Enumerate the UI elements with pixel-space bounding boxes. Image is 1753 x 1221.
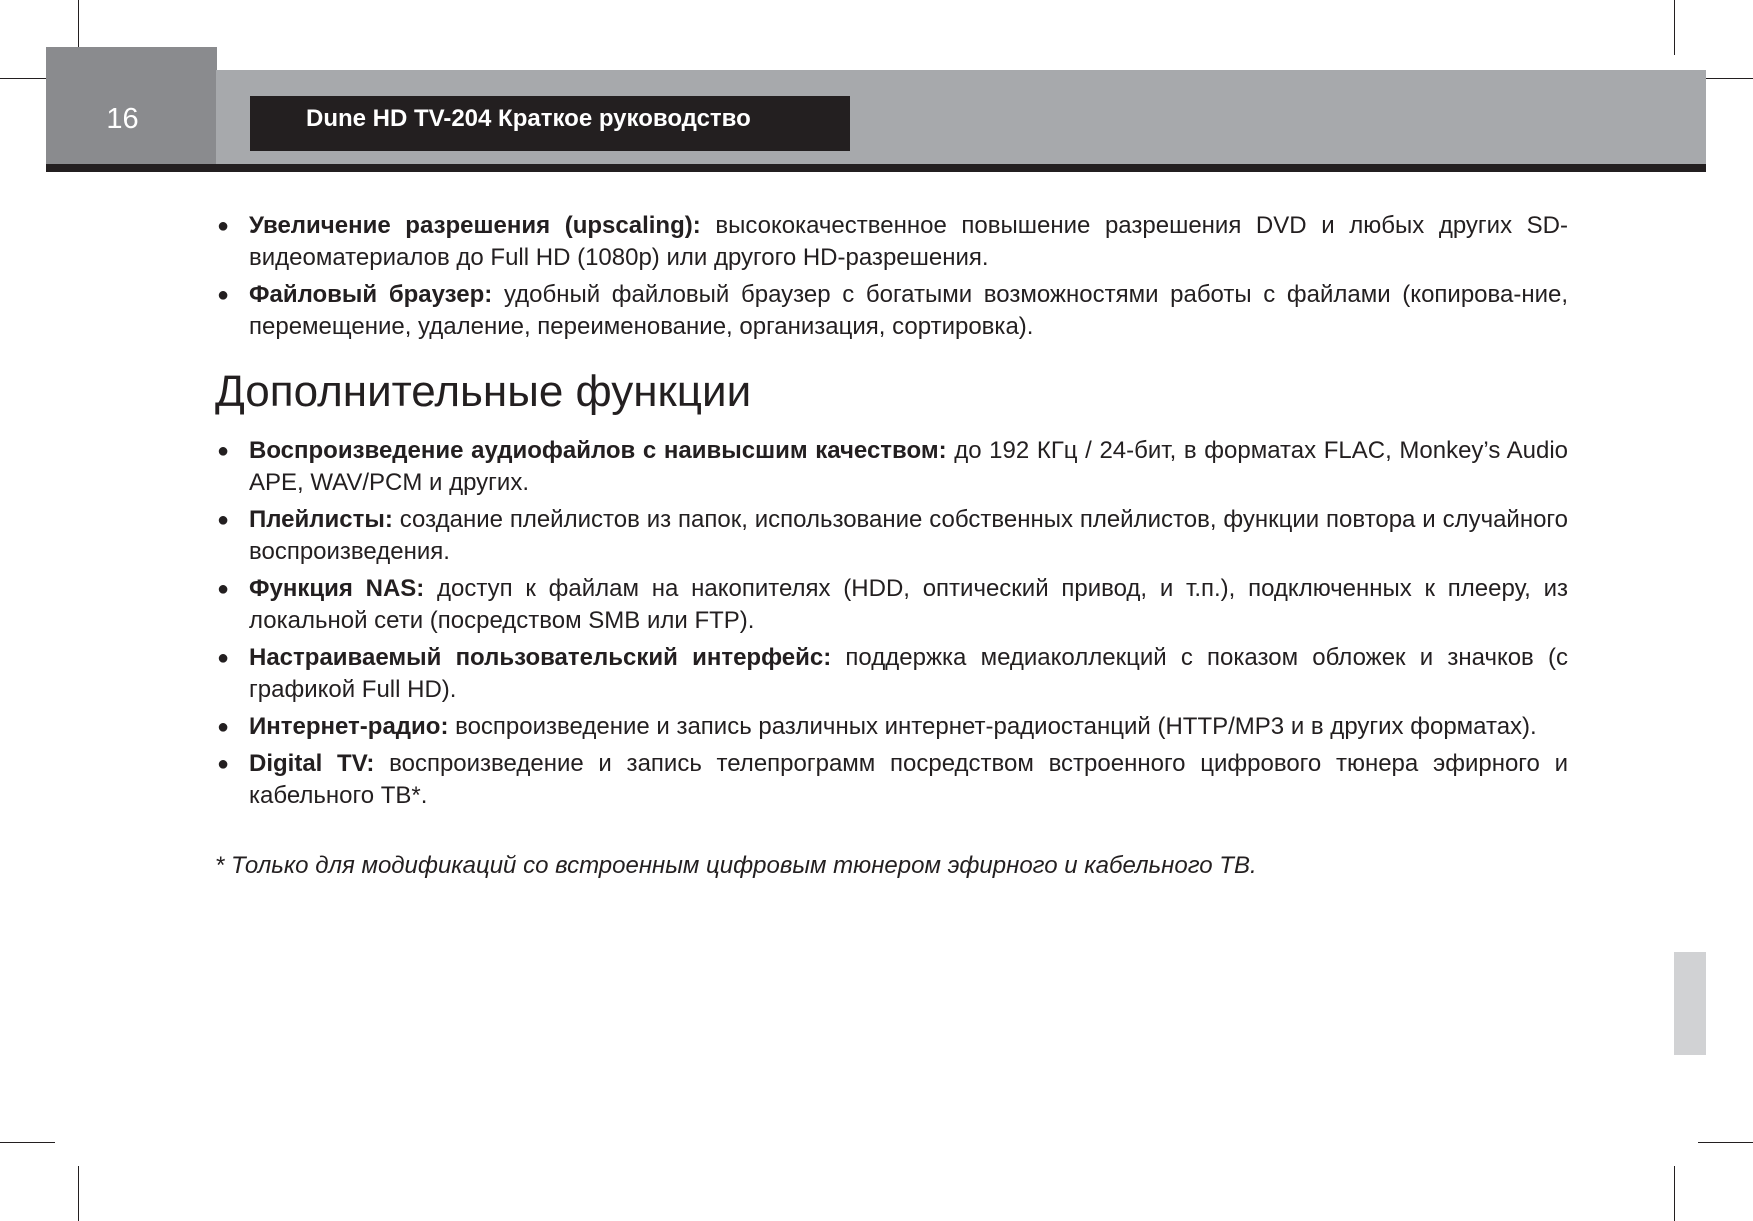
item-term: Увеличение разрешения (upscaling): xyxy=(249,212,701,239)
crop-mark xyxy=(1698,78,1753,79)
list-item xyxy=(215,573,1568,637)
bullet-icon: ● xyxy=(217,215,230,237)
crop-mark xyxy=(1698,1142,1753,1143)
item-term: Файловый браузер: xyxy=(249,281,493,308)
item-term: Воспроизведение аудиофайлов с наивысшим качеством: xyxy=(249,437,947,464)
list-item xyxy=(215,748,1568,812)
item-term: Настраиваемый пользовательский интерфейс: xyxy=(249,644,832,671)
list-item xyxy=(215,210,1568,274)
header-title: Dune HD TV-204 Краткое руководство xyxy=(250,96,850,151)
item-term: Функция NAS: xyxy=(249,575,425,602)
crop-mark xyxy=(78,1166,79,1221)
section-tab-marker xyxy=(1674,952,1706,1055)
list-item xyxy=(215,711,1568,743)
bullet-icon: ● xyxy=(217,753,230,775)
feature-list-additional xyxy=(215,435,1568,812)
bullet-icon: ● xyxy=(217,284,230,306)
list-item xyxy=(215,435,1568,499)
item-description: воспроизведение и запись телепрограмм посредством встроенного цифрового тюнера эфирного и кабельного ТВ*. xyxy=(249,750,1569,809)
page-content xyxy=(215,210,1568,880)
bullet-icon: ● xyxy=(217,440,230,462)
list-item xyxy=(215,279,1568,343)
item-description: до 192 КГц / 24-бит, в форматах FLAC, Monkey’s Audio APE, WAV/PCM и других. xyxy=(249,437,1568,496)
header-divider xyxy=(46,164,1706,172)
item-description: доступ к файлам на накопителях (HDD, оптический привод, и т.п.), подключенных к плееру, из локальной сети (посредством SMB или FTP). xyxy=(249,575,1568,634)
list-item xyxy=(215,642,1568,706)
item-description: поддержка медиаколлекций с показом обложек и значков (с графикой Full HD). xyxy=(249,644,1569,703)
item-description: удобный файловый браузер с богатыми возможностями работы с файлами (копирова-ние, перемещение, удаление, переименование, организация, сортировка). xyxy=(249,281,1569,340)
feature-list-top xyxy=(215,210,1568,343)
section-title: Дополнительные функции xyxy=(215,367,752,416)
crop-mark xyxy=(0,1142,55,1143)
crop-mark xyxy=(1674,1166,1675,1221)
item-description: создание плейлистов из папок, использование собственных плейлистов, функции повтора и случайного воспроизведения. xyxy=(249,506,1568,565)
bullet-icon: ● xyxy=(217,716,230,738)
item-term: Интернет-радио: xyxy=(249,713,449,740)
item-description: высококачественное повышение разрешения DVD и любых других SD-видеоматериалов до Full HD (1080p) или другого HD-разрешения. xyxy=(249,212,1568,271)
bullet-icon: ● xyxy=(217,509,230,531)
list-item xyxy=(215,504,1568,568)
item-term: Плейлисты: xyxy=(249,506,393,533)
item-description: воспроизведение и запись различных интернет-радиостанций (HTTP/MP3 и в других форматах). xyxy=(448,713,1537,740)
page-number: 16 xyxy=(106,103,139,135)
crop-mark xyxy=(1674,0,1675,55)
bullet-icon: ● xyxy=(217,647,230,669)
footnote: * Только для модификаций со встроенным цифровым тюнером эфирного и кабельного ТВ. xyxy=(215,852,1257,879)
bullet-icon: ● xyxy=(217,578,230,600)
item-term: Digital TV: xyxy=(249,750,375,777)
